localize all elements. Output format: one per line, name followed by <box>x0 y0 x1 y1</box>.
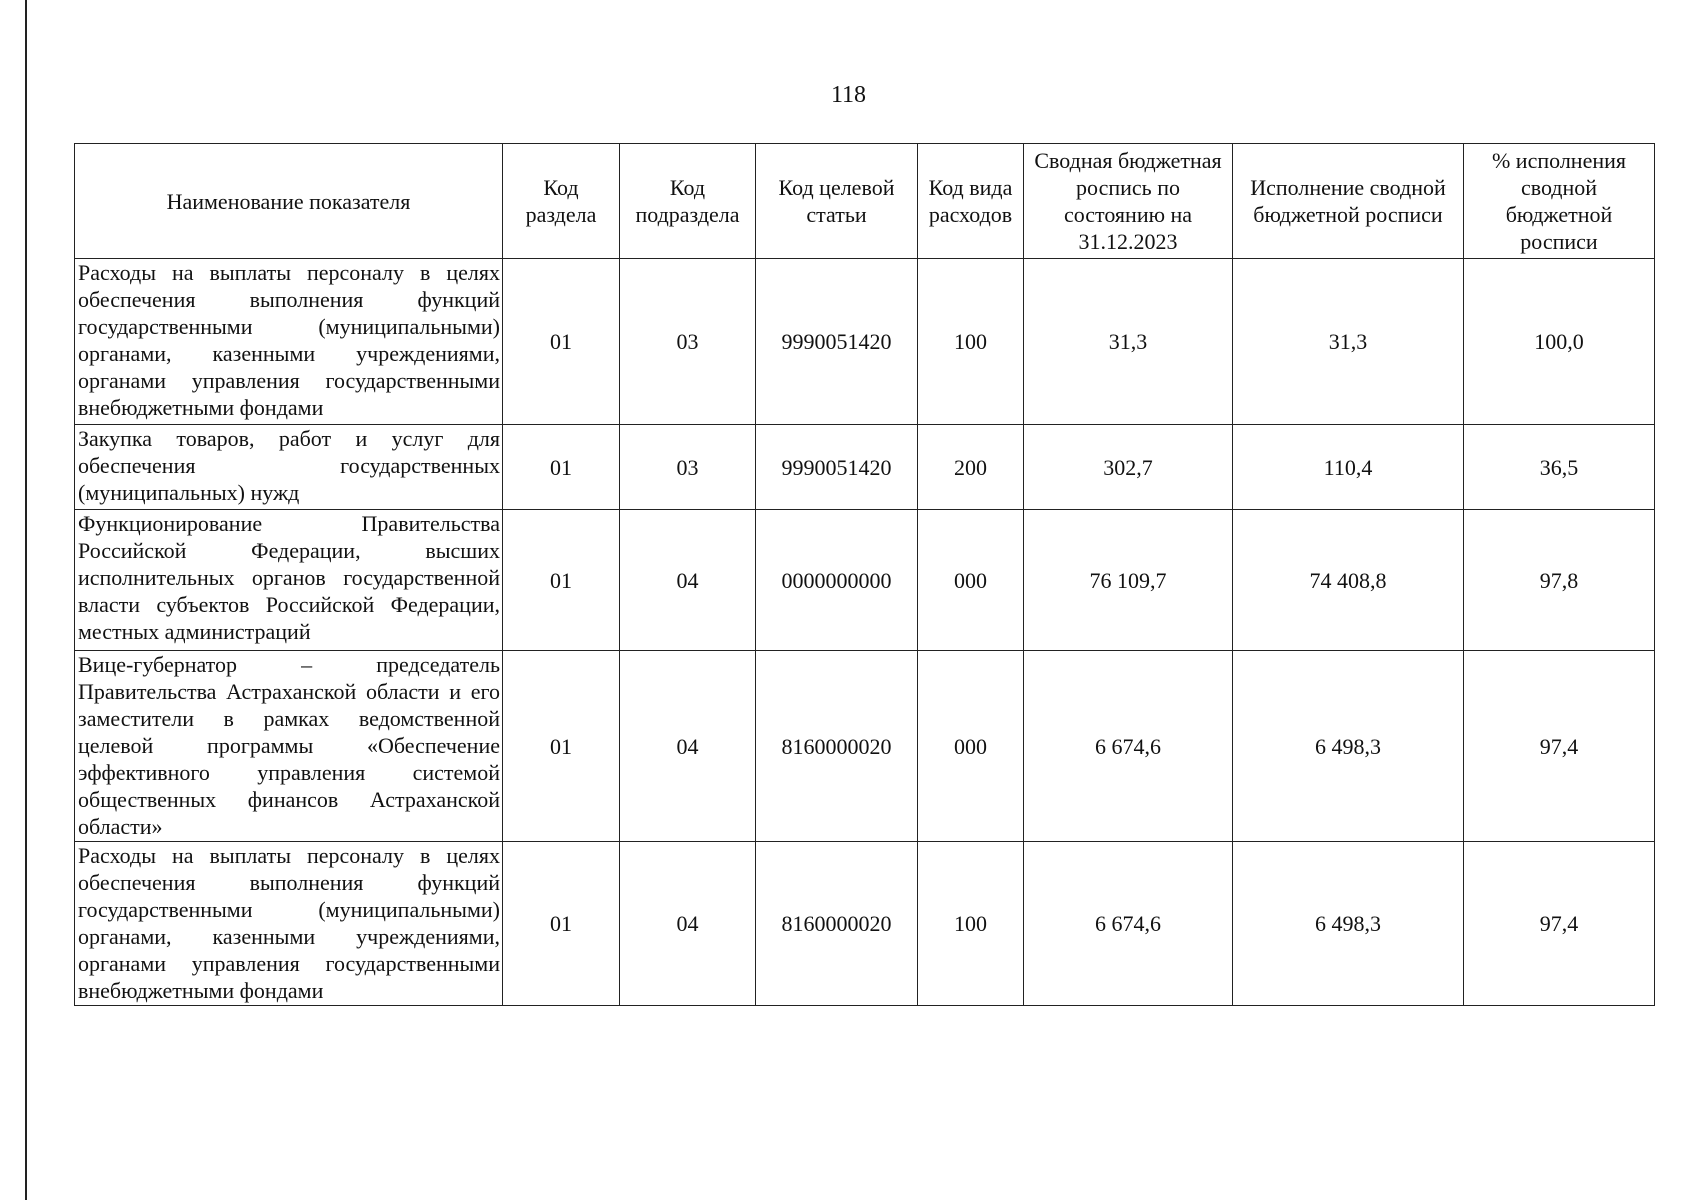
execution-percent-cell: 100,0 <box>1464 259 1655 425</box>
header-expense-type-code: Код вида расходов <box>918 144 1024 259</box>
indicator-name-cell: Расходы на выплаты персоналу в целях обеспечения выполнения функций государственными (муниципальными) органами, казенными учреждениями, органами управления государственными внебюджетными фондами <box>75 259 503 425</box>
subsection-code-cell: 04 <box>620 842 756 1006</box>
budget-schedule-cell: 31,3 <box>1024 259 1233 425</box>
table-row <box>75 259 1655 425</box>
table-row <box>75 510 1655 651</box>
subsection-code-cell: 04 <box>620 651 756 842</box>
table-row <box>75 425 1655 510</box>
expense-type-code-cell: 100 <box>918 842 1024 1006</box>
budget-schedule-cell: 6 674,6 <box>1024 842 1233 1006</box>
budget-execution-table <box>74 143 1655 1006</box>
header-budget-schedule: Сводная бюджетная роспись по состоянию на 31.12.2023 <box>1024 144 1233 259</box>
budget-schedule-cell: 302,7 <box>1024 425 1233 510</box>
indicator-name-cell: Функционирование Правительства Российской Федерации, высших исполнительных органов государственной власти субъектов Российской Федерации, местных администраций <box>75 510 503 651</box>
subsection-code-cell: 03 <box>620 259 756 425</box>
execution-cell: 31,3 <box>1233 259 1464 425</box>
execution-cell: 110,4 <box>1233 425 1464 510</box>
indicator-name-cell: Вице-губернатор – председатель Правительства Астраханской области и его заместители в рамках ведомственной целевой программы «Обеспечение эффективного управления системой общественных финансов Астраханской области» <box>75 651 503 842</box>
header-execution-percent: % исполнения сводной бюджетной росписи <box>1464 144 1655 259</box>
header-section-code: Код раздела <box>503 144 620 259</box>
section-code-cell: 01 <box>503 425 620 510</box>
section-code-cell: 01 <box>503 259 620 425</box>
page-number: 118 <box>830 82 867 108</box>
table-row <box>75 651 1655 842</box>
subsection-code-cell: 03 <box>620 425 756 510</box>
execution-cell: 74 408,8 <box>1233 510 1464 651</box>
expense-type-code-cell: 000 <box>918 651 1024 842</box>
budget-schedule-cell: 76 109,7 <box>1024 510 1233 651</box>
target-article-code-cell: 9990051420 <box>756 425 918 510</box>
execution-percent-cell: 97,4 <box>1464 842 1655 1006</box>
subsection-code-cell: 04 <box>620 510 756 651</box>
table-row <box>75 842 1655 1006</box>
indicator-name-cell: Расходы на выплаты персоналу в целях обеспечения выполнения функций государственными (муниципальными) органами, казенными учреждениями, органами управления государственными внебюджетными фондами <box>75 842 503 1006</box>
target-article-code-cell: 9990051420 <box>756 259 918 425</box>
execution-cell: 6 498,3 <box>1233 651 1464 842</box>
header-indicator-name: Наименование показателя <box>75 144 503 259</box>
section-code-cell: 01 <box>503 510 620 651</box>
section-code-cell: 01 <box>503 842 620 1006</box>
section-code-cell: 01 <box>503 651 620 842</box>
indicator-name-cell: Закупка товаров, работ и услуг для обеспечения государственных (муниципальных) нужд <box>75 425 503 510</box>
execution-percent-cell: 97,4 <box>1464 651 1655 842</box>
target-article-code-cell: 8160000020 <box>756 651 918 842</box>
expense-type-code-cell: 200 <box>918 425 1024 510</box>
table-header-row <box>75 144 1655 259</box>
expense-type-code-cell: 100 <box>918 259 1024 425</box>
target-article-code-cell: 8160000020 <box>756 842 918 1006</box>
execution-percent-cell: 97,8 <box>1464 510 1655 651</box>
execution-cell: 6 498,3 <box>1233 842 1464 1006</box>
header-execution: Исполнение сводной бюджетной росписи <box>1233 144 1464 259</box>
expense-type-code-cell: 000 <box>918 510 1024 651</box>
header-target-article-code: Код целевой статьи <box>756 144 918 259</box>
execution-percent-cell: 36,5 <box>1464 425 1655 510</box>
binding-margin-line <box>25 0 27 1200</box>
header-subsection-code: Код подраздела <box>620 144 756 259</box>
budget-schedule-cell: 6 674,6 <box>1024 651 1233 842</box>
target-article-code-cell: 0000000000 <box>756 510 918 651</box>
